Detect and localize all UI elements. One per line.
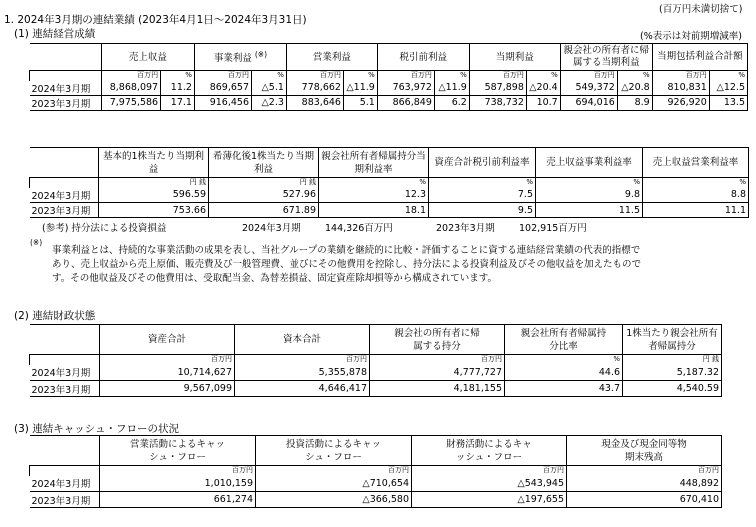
section-1-note: (%表示は対前期増減率): [640, 31, 742, 42]
row-label: 2023年3月期: [30, 381, 100, 397]
table-cell: 5,187.32: [623, 365, 722, 381]
table-cell: △197,655: [412, 492, 567, 508]
table-cell: 753.66: [99, 203, 209, 218]
table-cell: △543,945: [412, 476, 567, 492]
unit-row-label: [30, 466, 100, 476]
table-cell: 8.9: [617, 95, 652, 110]
row-label: 2023年3月期: [30, 95, 102, 110]
table-cell: 18.1: [319, 203, 429, 218]
table-cell: △2.3: [252, 95, 287, 110]
table-cell: 7,975,586: [101, 95, 160, 110]
unit-cell: %: [526, 71, 560, 81]
table-cell: △11.9: [343, 81, 377, 96]
footnote-line-3: す。その他収益及びその他費用は、受取配当金、為替差損益、固定資産除却損等から構成されています。: [52, 273, 497, 284]
table-cell: 6.2: [434, 95, 469, 110]
row-label: 2023年3月期: [30, 203, 99, 218]
unit-cell: %: [617, 71, 652, 81]
table-cell: 5,355,878: [235, 365, 370, 381]
table-cell: 11.1: [643, 203, 749, 218]
footnote-line-2: あり、売上収益から売上原価、販売費及び一般管理費、並びにその他費用を控除し、持分法による投資利益及びその他収益を加えたもので: [52, 259, 642, 270]
reference-period-1: 2024年3月期: [242, 223, 301, 234]
unit-cell: %: [536, 178, 643, 188]
table-cell: 596.59: [99, 188, 209, 203]
table-cell: △12.5: [709, 81, 747, 96]
header-investing-cf: 投資活動によるキャッシュ・フロー: [256, 436, 412, 466]
unit-cell: 百万円: [101, 71, 160, 81]
unit-cell: 百万円: [560, 71, 617, 81]
footnote-mark: (※): [30, 238, 43, 247]
unit-cell: %: [343, 71, 377, 81]
reference-value-1: 144,326百万円: [325, 223, 393, 234]
unit-cell: 百万円: [100, 466, 256, 476]
financial-corner: [30, 325, 100, 355]
unit-cell: %: [161, 71, 195, 81]
unit-cell: %: [709, 71, 747, 81]
unit-cell: 百万円: [194, 71, 251, 81]
table-cell: 4,540.59: [623, 381, 722, 397]
header-net-profit: 当期利益: [469, 44, 560, 71]
table-cell: △20.8: [617, 81, 652, 96]
table-cell: 10.7: [526, 95, 560, 110]
table-cell: 11.5: [536, 203, 643, 218]
header-total-equity: 資本合計: [235, 325, 370, 355]
cashflow-corner: [30, 436, 100, 466]
unit-cell: %: [434, 71, 469, 81]
reference-label: (参考) 持分法による投資損益: [42, 223, 167, 234]
header-business-profit: [194, 44, 286, 71]
header-basic-eps: 基本的1株当たり当期利益: [99, 148, 209, 178]
cashflow-table: [29, 435, 722, 508]
header-parent-equity: 親会社の所有者に帰属する持分: [370, 325, 505, 355]
header-operating-cf: 営業活動によるキャッシュ・フロー: [100, 436, 256, 466]
header-business-profit-mark: (※): [254, 50, 267, 60]
table-cell: △20.4: [526, 81, 560, 96]
header-diluted-eps: 希薄化後1株当たり当期利益: [209, 148, 319, 178]
table-cell: 883,646: [286, 95, 343, 110]
reference-value-2: 102,915百万円: [519, 223, 587, 234]
unit-cell: %: [319, 178, 429, 188]
table-cell: 866,849: [377, 95, 434, 110]
unit-cell: %: [252, 71, 287, 81]
unit-cell: %: [505, 355, 623, 365]
header-revenue: 売上収益: [101, 44, 194, 71]
reference-period-2: 2023年3月期: [436, 223, 495, 234]
row-label: 2024年3月期: [30, 476, 100, 492]
table-cell: 661,274: [100, 492, 256, 508]
table-cell: 671.89: [209, 203, 319, 218]
row-label: 2024年3月期: [30, 365, 100, 381]
table-cell: 9.5: [429, 203, 536, 218]
table-cell: 670,410: [567, 492, 722, 508]
table-cell: 4,646,417: [235, 381, 370, 397]
header-roa: 資産合計税引前利益率: [429, 148, 536, 178]
table-cell: 869,657: [194, 81, 251, 96]
header-bps: 1株当たり親会社所有者帰属持分: [623, 325, 722, 355]
header-comprehensive-income: 当期包括利益合計額: [652, 44, 747, 71]
unit-cell: %: [643, 178, 749, 188]
main-title: 1. 2024年3月期の連結業績 (2023年4月1日～2024年3月31日): [4, 14, 307, 26]
table-cell: △11.9: [434, 81, 469, 96]
table-cell: 9.8: [536, 188, 643, 203]
unit-cell: 百万円: [100, 355, 235, 365]
table-cell: 5.1: [343, 95, 377, 110]
header-equity-ratio: 親会社所有者帰属持分比率: [505, 325, 623, 355]
table-cell: 17.1: [161, 95, 195, 110]
table-cell: 694,016: [560, 95, 617, 110]
table-cell: 12.3: [319, 188, 429, 203]
unit-cell: 百万円: [286, 71, 343, 81]
table-cell: 9,567,099: [100, 381, 235, 397]
unit-row-label: [30, 71, 102, 81]
results-corner: [30, 44, 102, 71]
unit-cell: 円 銭: [209, 178, 319, 188]
table-cell: 738,732: [469, 95, 526, 110]
unit-cell: 百万円: [652, 71, 709, 81]
table-cell: 527.96: [209, 188, 319, 203]
unit-cell: %: [429, 178, 536, 188]
unit-cell: 百万円: [256, 466, 412, 476]
section-1-title: (1) 連結経営成績: [14, 28, 96, 40]
table-cell: 43.7: [505, 381, 623, 397]
ratios-corner: [30, 148, 99, 178]
header-business-margin: 売上収益事業利益率: [536, 148, 643, 178]
row-label: 2024年3月期: [30, 188, 99, 203]
table-cell: 763,972: [377, 81, 434, 96]
row-label: 2023年3月期: [30, 492, 100, 508]
section-2-title: (2) 連結財政状態: [14, 310, 96, 322]
unit-cell: 円 銭: [623, 355, 722, 365]
row-label: 2024年3月期: [30, 81, 102, 96]
table-cell: 778,662: [286, 81, 343, 96]
table-cell: 13.5: [709, 95, 747, 110]
table-cell: 1,010,159: [100, 476, 256, 492]
header-business-profit-label: 事業利益: [213, 53, 252, 65]
header-parent-profit: 親会社の所有者に帰属する当期利益: [560, 44, 652, 71]
table-cell: 4,777,727: [370, 365, 505, 381]
table-cell: 549,372: [560, 81, 617, 96]
unit-cell: 百万円: [370, 355, 505, 365]
table-cell: 448,892: [567, 476, 722, 492]
table-cell: 810,831: [652, 81, 709, 96]
table-cell: 7.5: [429, 188, 536, 203]
unit-cell: 百万円: [235, 355, 370, 365]
table-cell: 44.6: [505, 365, 623, 381]
table-cell: 4,181,155: [370, 381, 505, 397]
table-cell: △5.1: [252, 81, 287, 96]
table-cell: 926,920: [652, 95, 709, 110]
header-financing-cf: 財務活動によるキャッシュ・フロー: [412, 436, 567, 466]
unit-note: (百万円未満切捨て): [659, 4, 743, 15]
financial-table: [29, 324, 722, 397]
table-cell: 8.8: [643, 188, 749, 203]
section-3-title: (3) 連結キャッシュ・フローの状況: [14, 423, 180, 435]
unit-cell: 百万円: [412, 466, 567, 476]
unit-cell: 百万円: [469, 71, 526, 81]
table-cell: 10,714,627: [100, 365, 235, 381]
unit-cell: 円 銭: [99, 178, 209, 188]
unit-cell: 百万円: [567, 466, 722, 476]
unit-cell: 百万円: [377, 71, 434, 81]
ratios-table: [29, 147, 749, 218]
footnote-line-1: 事業利益とは、持続的な事業活動の成果を表し、当社グループの業績を継続的に比較・評価することに資する連結経営業績の代表的指標で: [52, 245, 641, 256]
table-cell: 11.2: [161, 81, 195, 96]
header-operating-profit: 営業利益: [286, 44, 377, 71]
table-cell: △710,654: [256, 476, 412, 492]
header-pretax-profit: 税引前利益: [377, 44, 469, 71]
header-roe: 親会社所有者帰属持分当期利益率: [319, 148, 429, 178]
table-cell: △366,580: [256, 492, 412, 508]
unit-row-label: [30, 178, 99, 188]
results-table: [29, 43, 748, 111]
unit-row-label: [30, 355, 100, 365]
table-cell: 8,868,097: [101, 81, 160, 96]
table-cell: 587,898: [469, 81, 526, 96]
header-operating-margin: 売上収益営業利益率: [643, 148, 749, 178]
table-cell: 916,456: [194, 95, 251, 110]
header-cash-balance: 現金及び現金同等物期末残高: [567, 436, 722, 466]
header-total-assets: 資産合計: [100, 325, 235, 355]
